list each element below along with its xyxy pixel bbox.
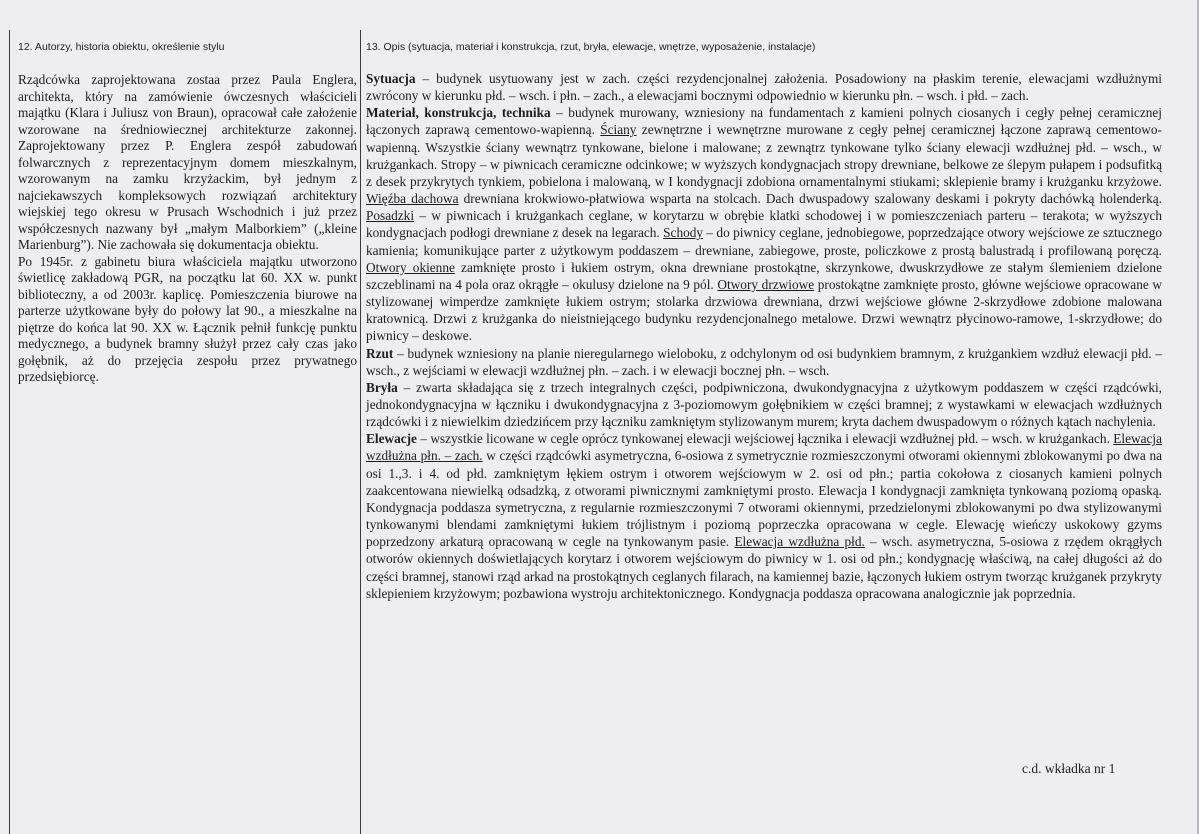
material-text: – budynek murowany, wzniesiony na fundamentach z kamieni polnych ciosanych i cegły pełnej ceramicznej łączonych zaprawą cementowo-wapienną. xyxy=(366,105,1162,138)
rzut-text: – budynek wzniesiony na planie nieregularnego wieloboku, z odchylonym od osi budynkiem bramnym, z krużgankiem wzdłuż elewacji płd. – wsch., z wejściami w elewacji wzdłużnej płn. – zach. i w elewacji bocznej płn. – wsch. xyxy=(366,345,1162,378)
elewacje-label: Elewacje xyxy=(366,431,417,447)
description-text-block xyxy=(366,70,1162,602)
section-13-header: 13. Opis (sytuacja, materiał i konstrukcja, rzut, bryła, elewacje, wnętrze, wyposażenie, instalacje) xyxy=(366,41,816,53)
continuation-note: c.d. wkładka nr 1 xyxy=(1022,761,1116,776)
column-divider-line xyxy=(360,30,361,834)
elewacja-pn-zach-term: Elewacja wzdłużna płn. – zach. xyxy=(366,431,1162,464)
elewacje-text: – wsch. asymetryczna, 5-osiowa z rzędem okrągłych otworów okiennych doświetlających korytarz i otworem wejściowym do piwnicy w 1. osi od płn.; kondygnację właściwą, na całej długości aż do części bramnej, stanowi rząd arkad na prostokątnych ceglanych filarach, na kamiennej bazie, łączonych łukiem ostrym tworząc krużganek przykryty sklepieniem krzyżowym; pozbawiona wystroju architektonicznego. Kondygnacja poddasza opracowana analogicznie jak poprzednia. xyxy=(366,534,1162,601)
elewacje-text: w części rządcówki asymetryczna, 6-osiowa z symetrycznie rozmieszczonymi otworami okiennymi zblokowanymi po dwa na osi 1.,3. i 4. od płd. zamkniętym łękiem ostrym i otworem wejściowym w 2. osi od płn.; partia cokołowa z ciosanych kamieni polnych zaakcentowana niewielką odsadzką, z otworami piwnicznymi zamkniętymi prosto. Elewacja I kondygnacji zamknięta tynkowaną poziomą opaską. Kondygnacja poddasza symetryczna, z regularnie rozmieszczonymi 7 otworami okiennymi, przedzielonymi zblokowanymi po dwa stylizowanymi tynkowanymi blendami zamkniętymi łukiem trójlistnym i poziomą poprzeczka opracowana w cegle. Elewację wieńczy uskokowy gzyms poprzedzony arkaturą opracowaną w cegle na tynkowanym pasie. xyxy=(366,448,1162,550)
sciany-term: Ściany xyxy=(600,122,637,138)
history-paragraph: Po 1945r. z gabinetu biura właściciela majątku utworzono świetlicę zakładową PGR, na początku lat 60. XX w. punkt biblioteczny, a od 2003r. kaplicę. Pomieszczenia biurowe na parterze użytkowane były do połowy lat 90., a mieszkalne na piętrze do końca lat 90. XX w. Łącznik pełnił funkcję punktu medycznego, a budynek bramny służył przez cały czas jako gołębnik, aż do przejęcia zespołu przez prywatnego przedsiębiorcę. xyxy=(18,253,357,384)
bryla-label: Bryła xyxy=(366,379,398,395)
material-text: – w piwnicach i krużgankach ceglane, w korytarzu w obrębie klatki schodowej i w pomieszczeniach parteru – terakota; w wyższych kondygnacjach podłogi drewniane z desek na legarach. xyxy=(366,208,1162,241)
posadzki-term: Posadzki xyxy=(366,208,415,224)
elewacje-text: – wszystkie licowane w cegle oprócz tynkowanej elewacji wejściowej łącznika i elewacji wzdłużnej płd. – wsch. w krużgankach. xyxy=(416,431,1114,447)
otwory-okienne-term: Otwory okienne xyxy=(366,259,455,275)
sytuacja-text: – budynek usytuowany jest w zach. części rezydencjonalnej założenia. Posadowiony na płaskim terenie, elewacjami wzdłużnymi zwrócony w kierunku płd. – wsch. i płn. – zach., a elewacjami bocznymi odpowiednio w kierunku płn. – wsch. i płd. – zach. xyxy=(366,71,1162,104)
elewacje-paragraph xyxy=(366,430,1162,602)
material-text: – do piwnicy ceglane, jednobiegowe, poprzedzające otwory wejściowe ze sztucznego kamienia; komunikujące parter z użytkowym poddaszem – drewniane, zabiegowe, proste, policzkowe z prostą balustradą i profilowaną poręczą. xyxy=(366,225,1163,258)
material-text: zewnętrzne i wewnętrzne murowane z cegły pełnej ceramicznej łączone zaprawą cementowo-wapienną. Wszystkie ściany wewnątrz tynkowane, bielone i malowane; z zewnątrz tynkowane tylko ściany elewacji wzdłużnej płd. – wsch., w krużgankach. Stropy – w piwnicach ceramiczne odcinkowe; w wyższych kondygnacjach stropy drewniane, belkowe ze ślepym pułapem i podsufitką z desek przykrytych tynkiem, pobielona i malowaną, w I kondygnacji zdobiona ornamentalnymi stiukami; sklepienie bramy i krużganku krzyżowe. xyxy=(366,122,1162,189)
section-12-header: 12. Autorzy, historia obiektu, określenie stylu xyxy=(18,41,225,53)
material-label: Materiał, konstrukcja, technika xyxy=(366,105,551,121)
rzut-label: Rzut xyxy=(366,345,394,361)
material-text: prostokątne zamknięte prosto, główne wejściowe opracowane w stylizowanej wimperdze zamknięte łukiem ostrym; stolarka drzwiowa drewniana, drzwi wejściowe główne 2-skrzydłowe zdobione malowana kratownicą. Drzwi z krużganka do nieistniejącego budynku rezydencjonalnego metalowe. Drzwi wewnątrz płycinowo-ramowe, 1-skrzydłowe; do piwnicy – deskowe. xyxy=(366,276,1163,344)
left-border-line xyxy=(9,30,10,834)
sytuacja-label: Sytuacja xyxy=(366,71,416,86)
history-paragraph: Rządcówka zaprojektowana zostaa przez Paula Englera, architekta, który na zamówienie ówczesnych właścicieli majątku (Klara i Juliusz von Braun), opracował całe założenie wzorowane na średniowiecznej architekturze zakonnej. Zaprojektowany przez P. Englera zespół zabudowań folwarcznych z reprezentacyjnym domem mieszkalnym, wzorowanym na zamku krzyżackim, był jednym z najciekawszych kompleksowych rozwiązań architektury wiejskiej tego okresu w Prusach Wschodnich i już przez współczesnych nazwany był „małym Malborkiem” („kleine Marienburg”). Nie zachowała się dokumentacja obiektu. xyxy=(18,72,357,252)
material-text: zamknięte prosto i łukiem ostrym, okna drewniane prostokątne, skrzynkowe, dwuskrzydłowe ze stałym ślemieniem dzielone szczeblinami na 4 pola oraz okrągłe – okulusy dzielone na 9 pól. xyxy=(366,259,1162,292)
wiezba-term: Więźba dachowa xyxy=(366,191,459,207)
material-paragraph xyxy=(366,104,1162,344)
sytuacja-paragraph xyxy=(366,70,1162,104)
history-text-block xyxy=(18,72,357,386)
schody-term: Schody xyxy=(663,225,704,241)
material-text: drewniana krokwiowo-płatwiowa wsparta na stolcach. Dach dwuspadowy szalowany deskami i pokryty dachówką holenderką. xyxy=(458,191,1162,207)
otwory-drzwiowe-term: Otwory drzwiowe xyxy=(717,276,815,292)
bryla-paragraph xyxy=(366,379,1162,430)
rzut-paragraph xyxy=(366,345,1162,379)
elewacja-pd-term: Elewacja wzdłużna płd. xyxy=(734,534,865,550)
bryla-text: – zwarta składająca się z trzech integralnych części, podpiwniczona, dwukondygnacyjna z użytkowym poddaszem w części rządcówki, jednokondygnacyjna w łączniku i dwukondygnacyjna z 3-poziomowym gołębnikiem w części bramnej; z wystawkami w elewacjach wzdłużnych rządcówki i z niewielkim dziedzińcem przy łączniku zamkniętym stylizowanym murem; kryta dachem dwuspadowym o różnych kątach nachylenia. xyxy=(366,379,1162,430)
